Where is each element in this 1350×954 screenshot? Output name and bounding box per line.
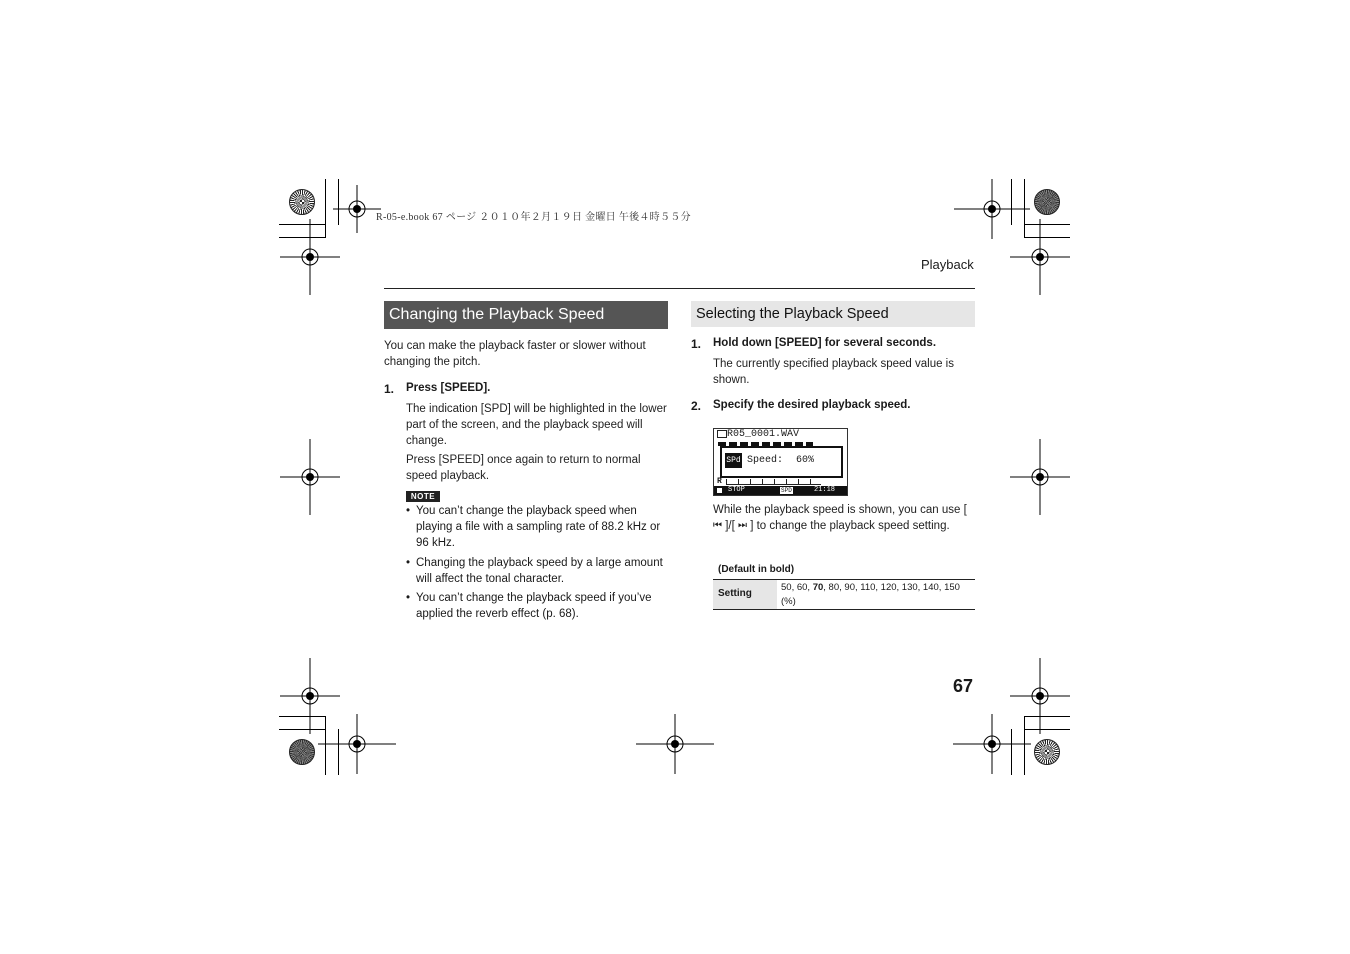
lcd-filename: R05_0001.WAV: [727, 429, 800, 440]
registration-mark-icon: [280, 439, 340, 515]
header-rule: [384, 288, 975, 289]
step-text: The currently specified playback speed value is shown.: [713, 358, 954, 386]
lcd-level-meter: [726, 479, 821, 485]
step-number: 2.: [691, 399, 702, 413]
after-lcd-text: While the playback speed is shown, you can use [ ⏮ ]/[ ⏭ ] to change the playback speed setting.: [713, 504, 967, 533]
settings-table: [713, 579, 975, 610]
lcd-status-spd: SPD: [781, 487, 792, 494]
lcd-speed-value: 60%: [796, 455, 815, 466]
lcd-channel-r: R: [717, 477, 722, 486]
registration-mark-icon: [953, 714, 1031, 774]
step-title: Specify the desired playback speed.: [713, 399, 911, 411]
lcd-speed-label: Speed:: [747, 455, 784, 466]
page-number: 67: [953, 676, 974, 696]
color-bar-star-icon: [289, 739, 315, 765]
note-label: NOTE: [406, 491, 440, 502]
running-head: Playback: [921, 257, 974, 272]
section-heading-changing-speed: Changing the Playback Speed: [384, 301, 668, 329]
table-caption: (Default in bold): [718, 564, 795, 575]
step-title: Press [SPEED].: [406, 382, 491, 394]
card-icon: [717, 430, 727, 438]
previous-track-icon: ⏮: [713, 520, 722, 531]
lcd-status-bar: [714, 486, 847, 495]
registration-mark-icon: [280, 219, 340, 295]
registration-mark-icon: [1010, 219, 1070, 295]
spd-icon: SPd: [725, 453, 742, 468]
intro-text: You can make the playback faster or slower without changing the pitch.: [384, 340, 646, 368]
color-bar-star-icon: [1034, 189, 1060, 215]
lcd-status-time: 21:18: [814, 486, 836, 494]
step-text: Press [SPEED] once again to return to normal speed playback.: [406, 454, 641, 482]
registration-mark-icon: [333, 185, 381, 233]
table-header-setting: Setting: [713, 580, 777, 609]
note-item: • You can’t change the playback speed if you’ve applied the reverb effect (p. 68).: [406, 592, 652, 620]
step-text: The indication [SPD] will be highlighted in the lower part of the screen, and the playback speed will change.: [406, 403, 667, 447]
print-header: R-05-e.book 67 ページ ２０１０年２月１９日 金曜日 午後４時５５分: [376, 212, 691, 223]
registration-mark-icon: [318, 714, 396, 774]
next-track-icon: ⏭: [738, 520, 747, 531]
section-heading-selecting-speed: Selecting the Playback Speed: [691, 301, 975, 327]
lcd-status-stop: STOP: [728, 486, 745, 494]
step-number: 1.: [384, 382, 395, 396]
color-bar-star-icon: [289, 189, 315, 215]
table-values: 50, 60, 70, 80, 90, 110, 120, 130, 140, 150 (%): [781, 582, 960, 607]
registration-mark-icon: [1010, 439, 1070, 515]
stop-icon: [717, 488, 722, 493]
step-number: 1.: [691, 337, 702, 351]
lcd-speed-popup: [720, 446, 843, 478]
color-bar-star-icon: [1034, 739, 1060, 765]
step-title: Hold down [SPEED] for several seconds.: [713, 337, 937, 349]
note-item: • You can’t change the playback speed when playing a file with a sampling rate of 88.2 kHz or 96 kHz.: [406, 505, 661, 549]
note-item: • Changing the playback speed by a large amount will affect the tonal character.: [406, 557, 663, 585]
registration-mark-icon: [636, 714, 714, 774]
lcd-screen: [713, 428, 848, 496]
